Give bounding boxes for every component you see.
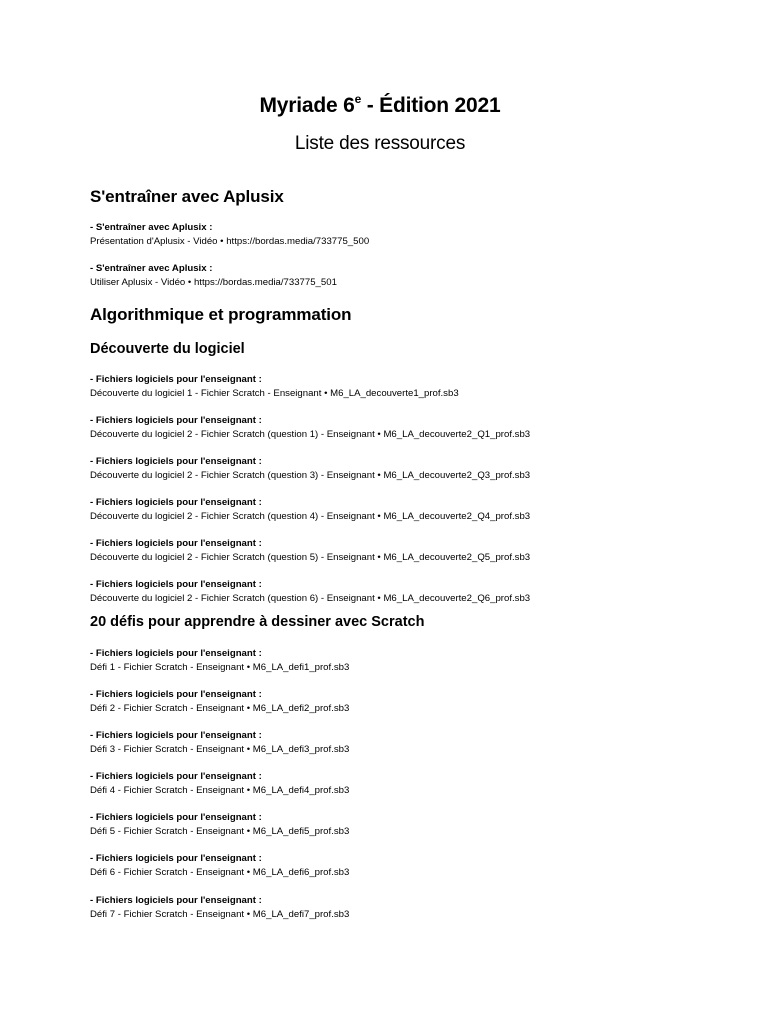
resource-label: - Fichiers logiciels pour l'enseignant :	[90, 374, 262, 385]
title-superscript: e	[354, 92, 362, 106]
resource-entry	[90, 221, 369, 248]
subsection-heading-defis: 20 défis pour apprendre à dessiner avec Scratch	[90, 614, 425, 630]
resource-link[interactable]: Utiliser Aplusix - Vidéo • https://bordas.media/733775_501	[90, 276, 337, 288]
resource-file[interactable]: Découverte du logiciel 2 - Fichier Scratch (question 6) - Enseignant • M6_LA_decouverte2_Q6_prof.sb3	[90, 592, 531, 604]
resource-file[interactable]: Découverte du logiciel 2 - Fichier Scratch (question 5) - Enseignant • M6_LA_decouverte2_Q5_prof.sb3	[90, 551, 531, 563]
resource-entry	[90, 647, 349, 674]
resource-label: - Fichiers logiciels pour l'enseignant :	[90, 689, 262, 700]
resource-file[interactable]: Défi 7 - Fichier Scratch - Enseignant • M6_LA_defi7_prof.sb3	[90, 908, 350, 920]
resource-file[interactable]: Défi 5 - Fichier Scratch - Enseignant • M6_LA_defi5_prof.sb3	[90, 825, 350, 837]
document-subtitle: Liste des ressources	[294, 133, 466, 154]
document-title	[0, 92, 760, 122]
resource-entry	[90, 578, 530, 605]
resource-label: - Fichiers logiciels pour l'enseignant :	[90, 853, 262, 864]
resource-file[interactable]: Défi 1 - Fichier Scratch - Enseignant • M6_LA_defi1_prof.sb3	[90, 661, 350, 673]
resource-label: - Fichiers logiciels pour l'enseignant :	[90, 538, 262, 549]
resource-file[interactable]: Défi 6 - Fichier Scratch - Enseignant • M6_LA_defi6_prof.sb3	[90, 866, 350, 878]
resource-entry	[90, 496, 530, 523]
resource-file[interactable]: Défi 2 - Fichier Scratch - Enseignant • M6_LA_defi2_prof.sb3	[90, 702, 350, 714]
resource-file[interactable]: Découverte du logiciel 2 - Fichier Scratch (question 4) - Enseignant • M6_LA_decouverte2_Q4_prof.sb3	[90, 510, 531, 522]
resource-entry	[90, 455, 530, 482]
title-main: Myriade 6	[259, 94, 355, 117]
resource-entry	[90, 811, 349, 838]
resource-file[interactable]: Découverte du logiciel 1 - Fichier Scratch - Enseignant • M6_LA_decouverte1_prof.sb3	[90, 387, 459, 399]
resource-label: - Fichiers logiciels pour l'enseignant :	[90, 812, 262, 823]
resource-label: - Fichiers logiciels pour l'enseignant :	[90, 456, 262, 467]
resource-entry	[90, 537, 530, 564]
resource-entry	[90, 414, 530, 441]
resource-file[interactable]: Découverte du logiciel 2 - Fichier Scratch (question 3) - Enseignant • M6_LA_decouverte2_Q3_prof.sb3	[90, 469, 531, 481]
section-heading-algorithmique: Algorithmique et programmation	[90, 305, 352, 324]
subsection-heading-decouverte: Découverte du logiciel	[90, 341, 245, 357]
resource-label: - Fichiers logiciels pour l'enseignant :	[90, 730, 262, 741]
resource-label: - Fichiers logiciels pour l'enseignant :	[90, 415, 262, 426]
resource-file[interactable]: Défi 3 - Fichier Scratch - Enseignant • M6_LA_defi3_prof.sb3	[90, 743, 350, 755]
resource-label: - S'entraîner avec Aplusix :	[90, 263, 213, 274]
title-edition: - Édition 2021	[361, 94, 501, 117]
resource-label: - Fichiers logiciels pour l'enseignant :	[90, 771, 262, 782]
resource-entry	[90, 373, 459, 400]
resource-label: - Fichiers logiciels pour l'enseignant :	[90, 895, 262, 906]
section-heading-aplusix: S'entraîner avec Aplusix	[90, 187, 284, 206]
resource-link[interactable]: Présentation d'Aplusix - Vidéo • https://bordas.media/733775_500	[90, 235, 370, 247]
resource-file[interactable]: Découverte du logiciel 2 - Fichier Scratch (question 1) - Enseignant • M6_LA_decouverte2_Q1_prof.sb3	[90, 428, 531, 440]
resource-label: - Fichiers logiciels pour l'enseignant :	[90, 579, 262, 590]
resource-entry	[90, 262, 337, 289]
resource-file[interactable]: Défi 4 - Fichier Scratch - Enseignant • M6_LA_defi4_prof.sb3	[90, 784, 350, 796]
resource-entry	[90, 729, 349, 756]
resource-entry	[90, 688, 349, 715]
resource-entry	[90, 894, 349, 921]
resource-label: - Fichiers logiciels pour l'enseignant :	[90, 497, 262, 508]
resource-entry	[90, 852, 349, 879]
resource-label: - S'entraîner avec Aplusix :	[90, 222, 213, 233]
resource-entry	[90, 770, 349, 797]
resource-label: - Fichiers logiciels pour l'enseignant :	[90, 648, 262, 659]
